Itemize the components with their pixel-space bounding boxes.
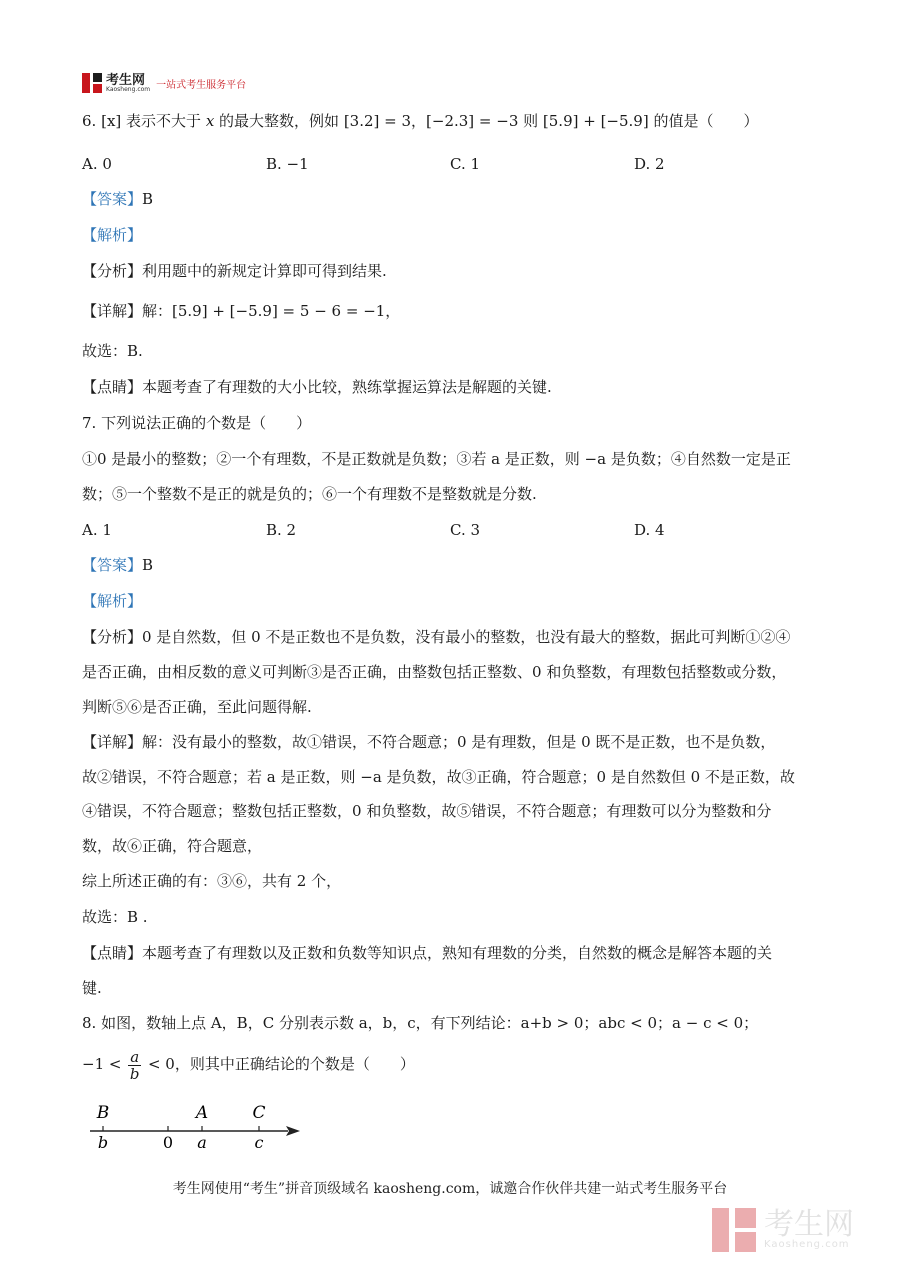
q6-choose: 故选：B. [82, 342, 143, 360]
q6-number: 6. [82, 112, 102, 130]
q7-analysis-tag: 【解析】 [82, 592, 143, 610]
q8-fraction [128, 1049, 141, 1082]
q7-option-c: C. 3 [450, 521, 481, 539]
q7-fenxi-line3: 判断⑤⑥是否正确，至此问题得解. [82, 698, 312, 716]
q7-statement-line1: ①0 是最小的整数；②一个有理数，不是正数就是负数；③若 a 是正数，则 −a 是负数；④自然数一定是正 [82, 450, 791, 468]
number-line-figure [82, 1098, 312, 1154]
axis-arrow-icon [286, 1126, 300, 1136]
q6-option-b: B. −1 [266, 155, 309, 173]
q7-answer [82, 555, 153, 575]
q7-xiangjie-line1: 【详解】解：没有最小的整数，故①错误，不符合题意；0 是有理数，但是 0 既不是正数，也不是负数， [82, 733, 776, 751]
q7-stem: 7. 下列说法正确的个数是（ ） [82, 414, 312, 432]
q7-fenxi-line1: 【分析】0 是自然数，但 0 不是正数也不是负数，没有最小的整数，也没有最大的整数，据此可判断①②④ [82, 628, 791, 646]
q7-fenxi-line2: 是否正确，由相反数的意义可判断③是否正确，由整数包括正整数、0 和负整数，有理数包括整数或分数， [82, 663, 787, 681]
q6-text-b: 的最大整数，例如 [3.2] = 3，[−2.3] = −3 则 [5.9] + [−5.9] 的值是（ ） [214, 112, 759, 130]
q7-option-d: D. 4 [634, 521, 665, 539]
q7-answer-tag: 【答案】 [82, 556, 143, 574]
q7-option-b: B. 2 [266, 521, 297, 539]
q8-ineq-left: −1 < [82, 1055, 122, 1073]
q8-ineq-right: < 0，则其中正确结论的个数是（ ） [147, 1055, 415, 1073]
q7-xiangjie-line3: ④错误，不符合题意；整数包括正整数，0 和负整数，故⑤错误，不符合题意；有理数可以分为整数和分 [82, 802, 772, 820]
q8-stem-line2 [82, 1046, 415, 1082]
q7-dianjing-line2: 键. [82, 979, 102, 997]
watermark-domain: Kaosheng.com [764, 1239, 850, 1250]
q8-stem-line1: 8. 如图，数轴上点 A，B，C 分别表示数 a，b，c，有下列结论：a+b > 0；abc < 0；a − c < 0； [82, 1014, 759, 1032]
logo-domain: Kaosheng.com [106, 85, 151, 93]
logo-name: 考生网 [106, 72, 146, 88]
q6-analysis-tag: 【解析】 [82, 226, 143, 244]
point-label-B: B [96, 1103, 110, 1123]
footer-watermark [712, 1208, 854, 1252]
q6-dianjing: 【点睛】本题考查了有理数的大小比较，熟练掌握运算法是解题的关键. [82, 378, 552, 396]
header-logo [82, 72, 246, 94]
watermark-text [764, 1207, 854, 1250]
q6-option-c: C. 1 [450, 155, 481, 173]
watermark-logo-icon [712, 1208, 756, 1252]
logo-mark-icon [82, 73, 102, 93]
q7-answer-value: B [142, 556, 154, 574]
q6-stem [82, 111, 758, 131]
value-label-a: a [197, 1133, 207, 1152]
q6-xiangjie: 【详解】解：[5.9] + [−5.9] = 5 − 6 = −1， [82, 302, 401, 320]
q8-frac-den: b [129, 1064, 140, 1083]
point-label-C: C [252, 1103, 266, 1123]
q6-answer [82, 189, 153, 209]
q7-summary: 综上所述正确的有：③⑥，共有 2 个， [82, 872, 342, 890]
q7-xiangjie-line2: 故②错误，不符合题意；若 a 是正数，则 −a 是负数，故③正确，符合题意；0 是自然数但 0 不是正数，故 [82, 768, 795, 786]
point-label-A: A [195, 1103, 209, 1123]
watermark-name: 考生网 [764, 1207, 854, 1242]
q6-fenxi: 【分析】利用题中的新规定计算即可得到结果. [82, 262, 387, 280]
q6-option-a: A. 0 [82, 155, 112, 173]
q6-floor-x: [x] [101, 112, 122, 130]
q7-choose: 故选：B . [82, 908, 148, 926]
q6-var-x: x [205, 112, 215, 130]
value-label-zero: 0 [162, 1133, 174, 1152]
q7-statement-line2: 数；⑤一个整数不是正的就是负的；⑥一个有理数不是整数就是分数. [82, 485, 537, 503]
q6-text-a: 表示不大于 [121, 112, 206, 130]
logo-text [106, 74, 150, 93]
value-label-b: b [97, 1133, 109, 1152]
q6-answer-value: B [142, 190, 154, 208]
value-label-c: c [254, 1133, 264, 1152]
q7-xiangjie-line4: 数，故⑥正确，符合题意， [82, 837, 263, 855]
q7-option-a: A. 1 [82, 521, 112, 539]
q8-frac-num: a [130, 1047, 140, 1066]
q7-dianjing-line1: 【点睛】本题考查了有理数以及正数和负数等知识点，熟知有理数的分类，自然数的概念是解答本题的关 [82, 944, 773, 962]
q6-option-d: D. 2 [634, 155, 665, 173]
q6-answer-tag: 【答案】 [82, 190, 143, 208]
footer-text: 考生网使用“考生”拼音顶级域名 kaosheng.com，诚邀合作伙伴共建一站式考生服务平台 [172, 1181, 728, 1197]
logo-slogan: 一站式考生服务平台 [156, 79, 247, 91]
